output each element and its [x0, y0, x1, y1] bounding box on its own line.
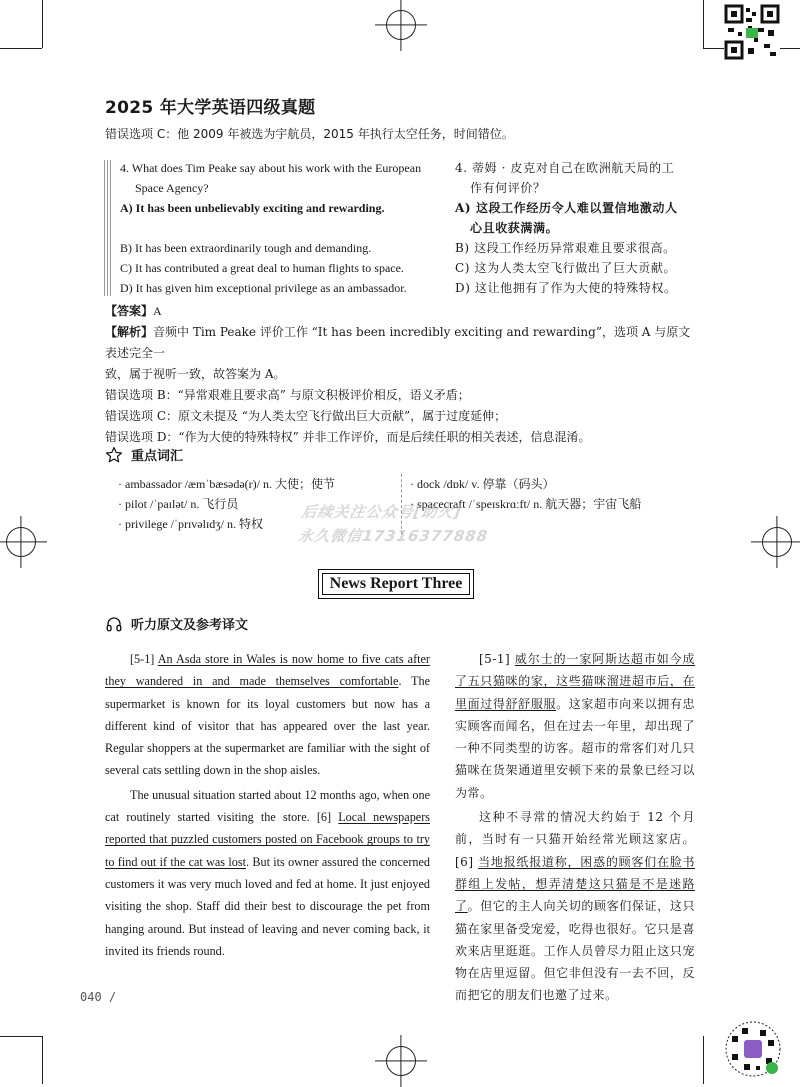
transcript-paragraph: [5-1] An Asda store in Wales is now home to five cats after they wandered in and made themselves comfortable. The supermarket is known for its loyal customers but now has a different kind of visitor that has appeared over the last year. Regular shoppers at the supermarket are familiar with the sight of several cats settling down in the shop aisles. [105, 652, 430, 778]
option-a: A) It has been unbelievably exciting and rewarding. [120, 201, 385, 215]
vocab-item: · pilot /ˈpaɪlət/ n. 飞行员 [118, 497, 239, 511]
analysis-text-cont: 致，属于视听一致，故答案为 A。 [105, 367, 286, 381]
option-c: C) It has contributed a great deal to human flights to space. [120, 261, 404, 275]
error-option-c: 错误选项 C：原文未提及 “为人类太空飞行做出巨大贡献”，属于过度延伸； [105, 409, 507, 423]
crop-mark [0, 1036, 42, 1037]
crop-mark [0, 48, 42, 49]
option-d-cn: D) 这让他拥有了作为大使的特殊特权。 [455, 281, 677, 295]
analysis-line [105, 322, 695, 364]
transcript-english [105, 648, 430, 962]
question-stem-cn: 4. 蒂姆 · 皮克对自己在欧洲航天局的工 [455, 161, 675, 175]
question-stem-cont: Space Agency? [135, 181, 209, 195]
headphones-icon [105, 615, 123, 633]
watermark: 后续关注公众号[助火] 永久微信17316377888 [297, 503, 490, 545]
page-title: 2025 年大学英语四级真题 [105, 98, 316, 118]
vocab-heading [105, 445, 183, 464]
qr-code-badge [724, 1020, 782, 1078]
answer-label: 【答案】 [105, 304, 154, 318]
option-a-cn-cont: 心且收获满满。 [470, 221, 559, 235]
error-option-c-previous: 错误选项 C：他 2009 年被选为宇航员，2015 年执行太空任务，时间错位。 [105, 127, 514, 141]
error-option-b: 错误选项 B：“异常艰难且要求高” 与原文积极评价相反，语义矛盾； [105, 388, 470, 402]
question-stem-cn-cont: 作有何评价？ [470, 181, 546, 195]
analysis-label: 【解析】 [105, 325, 154, 339]
section-title-box [318, 569, 474, 599]
question-chinese [455, 158, 695, 298]
option-a-cn: A) 这段工作经历令人难以置信地激动人 [455, 201, 678, 215]
vocab-item: · ambassador /æmˈbæsədə(r)/ n. 大使；使节 [118, 477, 335, 491]
transcript-chinese [455, 648, 695, 1007]
answer-value: A [153, 304, 162, 318]
option-b-cn: B) 这段工作经历异常艰难且要求很高。 [455, 241, 676, 255]
transcript-paragraph: The unusual situation started about 12 months ago, when one cat routinely started visiting the store. [6] Local newspapers reported that puzzled customers posted on Facebook groups to try to find out if the cat was lost. But its owner assured the concerned customers it was very much loved and fed at home. It just enjoyed visiting the shop. Staff did their best to discourage the pet from hanging around. But instead of leaving and never coming back, it invited its friends round. [105, 787, 430, 958]
listening-heading [105, 614, 248, 633]
page-number: 040 / [80, 990, 117, 1004]
option-c-cn: C) 这为人类太空飞行做出了巨大贡献。 [455, 261, 677, 275]
listening-title: 听力原文及参考译文 [131, 618, 249, 633]
section-title: News Report Three [329, 575, 463, 592]
option-b: B) It has been extraordinarily tough and demanding. [120, 241, 372, 255]
vocab-item: · privilege /ˈprɪvəlɪdʒ/ n. 特权 [118, 517, 263, 531]
crop-mark [703, 1036, 704, 1084]
error-option-d: 错误选项 D：“作为大使的特殊特权” 并非工作评价，而是后续任职的相关表述，信息混淆。 [105, 430, 591, 444]
question-english [120, 158, 440, 298]
star-icon [105, 446, 123, 464]
vocab-item: · dock /dɒk/ v. 停靠（码头） [410, 477, 555, 491]
crop-mark [703, 0, 704, 48]
vocab-item: · spacecraft /ˈspeɪskrɑːft/ n. 航天器；宇宙飞船 [410, 497, 642, 511]
translation-paragraph: 这种不寻常的情况大约始于 12 个月前，当时有一只猫开始经常光顾这家店。[6] 当地报纸报道称，困惑的顾客们在脸书群组上发帖，想弄清楚这只猫是不是迷路了。但它的主人向关切的顾客们保证，这只猫在家里备受宠爱，吃得也很好。它只是喜欢来店里逛逛。工作人员曾尽力阻止这只宠物在店里逗留。但它非但没有一去不回，反而把它的朋友们也邀了过来。 [455, 810, 695, 1003]
question-side-bar [104, 160, 111, 296]
qr-code-image [724, 4, 780, 60]
vocab-title: 重点词汇 [131, 449, 184, 464]
crop-mark [42, 0, 43, 48]
registration-mark-left [6, 527, 36, 557]
registration-mark-bottom [386, 1046, 416, 1076]
analysis-text: 音频中 Tim Peake 评价工作 “It has been incredibly exciting and rewarding”，选项 A 与原文表述完全一 [105, 325, 691, 360]
question-stem: 4. What does Tim Peake say about his work with the European [120, 161, 422, 175]
registration-mark-right [762, 527, 792, 557]
registration-mark-top [386, 10, 416, 40]
option-d: D) It has given him exceptional privilege as an ambassador. [120, 281, 407, 295]
crop-mark [42, 1036, 43, 1084]
answer-block [105, 301, 695, 448]
answer-line [105, 301, 695, 322]
translation-paragraph: [5-1] 威尔士的一家阿斯达超市如今成了五只猫咪的家，这些猫咪溜进超市后，在里面过得舒舒服服。这家超市向来以拥有忠实顾客而闻名，但在过去一年里，却出现了一种不同类型的访客。超市的常客们对几只猫咪在货架通道里安顿下来的景象已经习以为常。 [455, 652, 695, 800]
